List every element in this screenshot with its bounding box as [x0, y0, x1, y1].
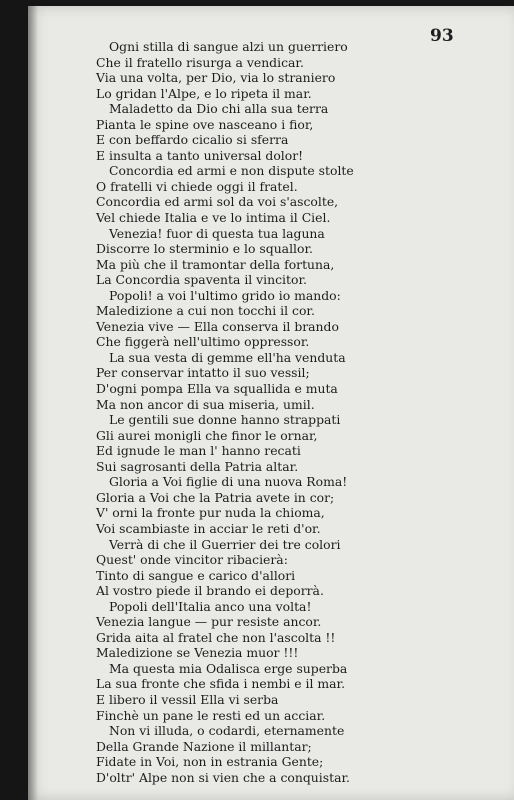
poem-line: Quest' onde vincitor ribacierà: — [96, 552, 288, 568]
page-number: 93 — [430, 26, 454, 46]
poem-line: Ma questa mia Odalisca erge superba — [109, 660, 348, 676]
poem-line: Tinto di sangue e carico d'allori — [96, 567, 296, 583]
poem-line: Lo gridan l'Alpe, e lo ripeta il mar. — [96, 85, 312, 101]
poem-line: Popoli dell'Italia anco una volta! — [109, 598, 312, 614]
poem-body — [96, 39, 396, 785]
poem-line: Finchè un pane le resti ed un acciar. — [96, 707, 326, 723]
poem-line: Via una volta, per Dio, via lo straniero — [96, 70, 336, 86]
poem-line: Maledizione se Venezia muor !!! — [96, 645, 299, 661]
poem-line: E insulta a tanto universal dolor! — [96, 147, 304, 163]
poem-line: Gli aurei monigli che finor le ornar, — [96, 427, 318, 443]
poem-line: Voi scambiaste in acciar le reti d'or. — [96, 520, 321, 536]
poem-line: Gloria a Voi che la Patria avete in cor; — [96, 489, 335, 505]
poem-line: Non vi illuda, o codardi, eternamente — [109, 723, 345, 739]
poem-line: E libero il vessil Ella vi serba — [96, 691, 279, 707]
poem-line: Maladetto da Dio chi alla sua terra — [109, 101, 329, 117]
poem-line: Venezia vive — Ella conserva il brando — [96, 318, 339, 334]
book-page — [28, 6, 514, 800]
poem-line: Concordia ed armi sol da voi s'ascolte, — [96, 194, 339, 210]
poem-line: Venezia langue — pur resiste ancor. — [96, 614, 322, 630]
poem-line: Verrà di che il Guerrier dei tre colori — [109, 536, 341, 552]
poem-line: Fidate in Voi, non in estrania Gente; — [96, 754, 324, 770]
poem-line: Ogni stilla di sangue alzi un guerriero — [109, 39, 348, 54]
poem-line: D'ogni pompa Ella va squallida e muta — [96, 381, 338, 397]
poem-line: La Concordia spaventa il vincitor. — [96, 272, 307, 288]
poem-line: O fratelli vi chiede oggi il fratel. — [96, 178, 298, 194]
poem-line: Sui sagrosanti della Patria altar. — [96, 458, 299, 474]
poem-line: Della Grande Nazione il millantar; — [96, 738, 312, 754]
poem-line: La sua vesta di gemme ell'ha venduta — [109, 349, 346, 365]
poem-line: Ma non ancor di sua miseria, umil. — [96, 396, 315, 412]
poem-line: Discorre lo sterminio e lo squallor. — [96, 241, 313, 257]
poem-line: Che il fratello risurga a vendicar. — [96, 54, 304, 70]
poem-line: Le gentili sue donne hanno strappati — [109, 412, 341, 428]
page-gutter-shadow — [28, 6, 38, 800]
poem-line: Gloria a Voi figlie di una nuova Roma! — [109, 474, 348, 490]
poem-line: V' orni la fronte pur nuda la chioma, — [96, 505, 325, 521]
poem-line: Grida aita al fratel che non l'ascolta !! — [96, 629, 336, 645]
poem-line: Vel chiede Italia e ve lo intima il Ciel. — [96, 210, 331, 226]
poem-line: Al vostro piede il brando ei deporrà. — [96, 583, 324, 599]
poem-line: Ma più che il tramontar della fortuna, — [96, 256, 335, 272]
poem-line: E con beffardo cicalio si sferra — [96, 132, 289, 148]
poem-line: Concordia ed armi e non dispute stolte — [109, 163, 354, 179]
poem-line: Che figgerà nell'ultimo oppressor. — [96, 334, 310, 350]
poem-line: La sua fronte che sfida i nembi e il mar. — [96, 676, 346, 692]
poem-line: D'oltr' Alpe non si vien che a conquistar. — [96, 769, 350, 785]
poem-line: Ed ignude le man l' hanno recati — [96, 443, 301, 459]
poem-line: Per conservar intatto il suo vessil; — [96, 365, 310, 381]
poem-line: Maledizione a cui non tocchi il cor. — [96, 303, 315, 319]
poem-line: Venezia! fuor di questa tua laguna — [109, 225, 325, 241]
poem-line: Pianta le spine ove nasceano i fior, — [96, 116, 314, 132]
poem-line: Popoli! a voi l'ultimo grido io mando: — [109, 287, 341, 303]
